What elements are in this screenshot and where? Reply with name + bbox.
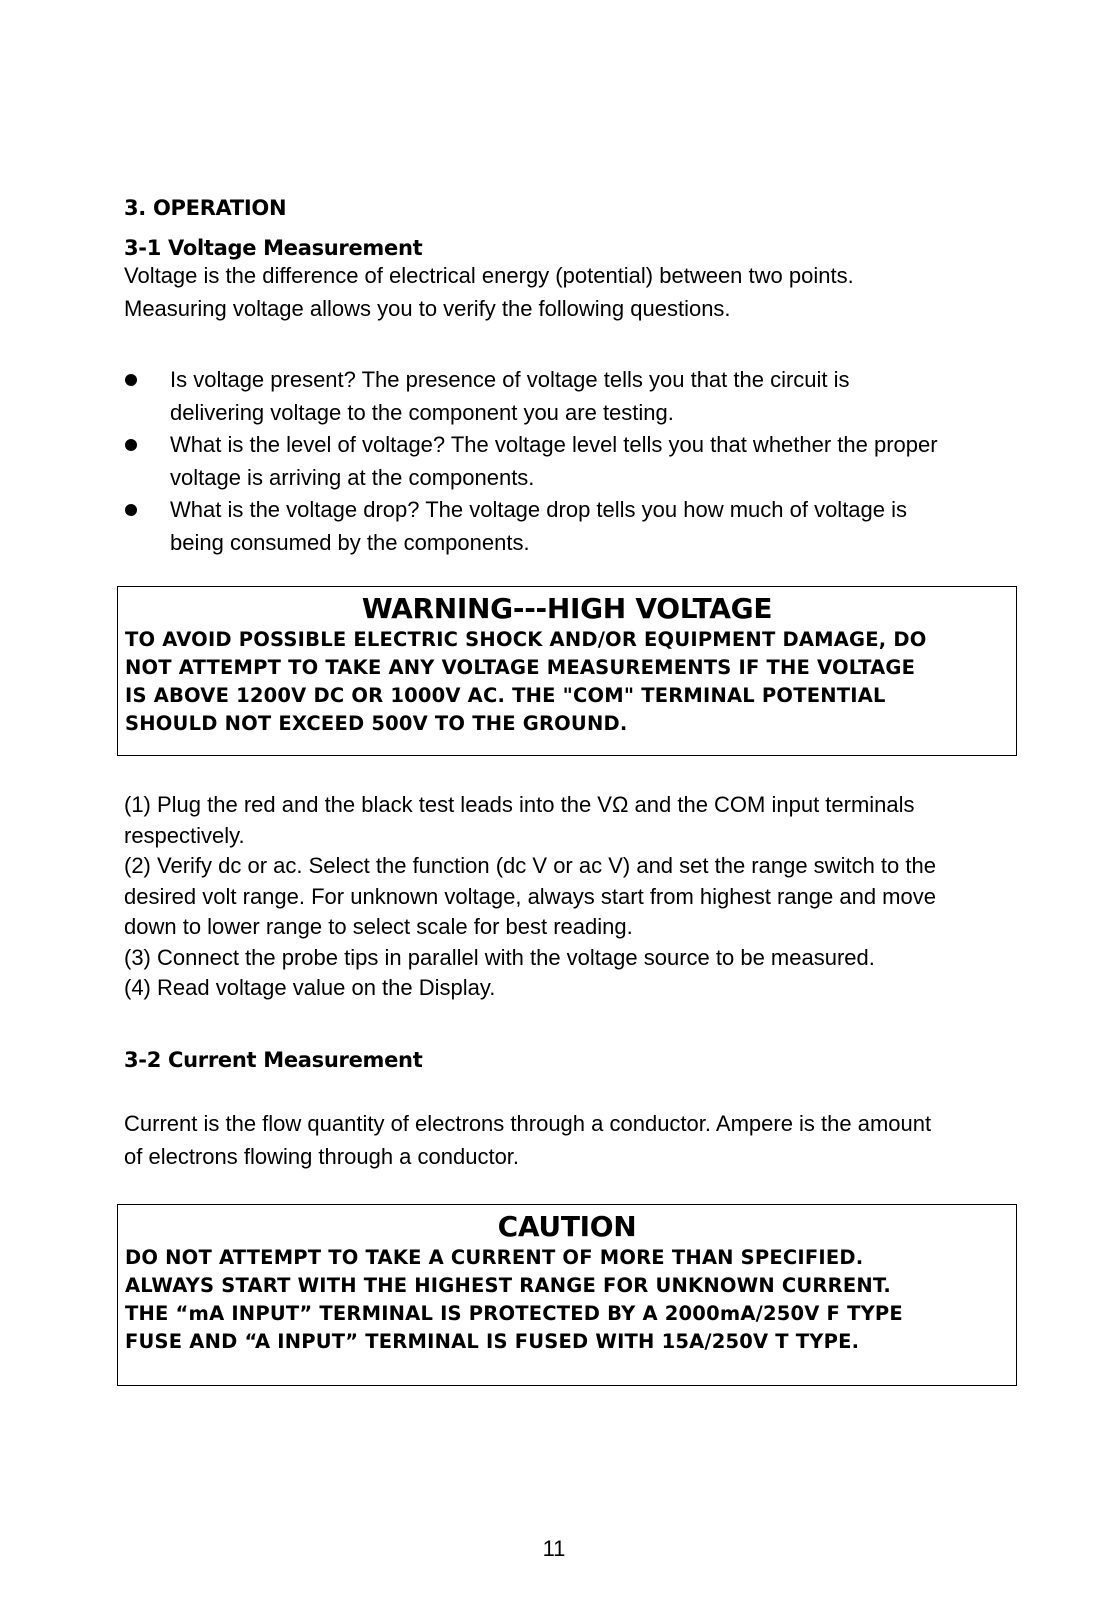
caution-line: FUSE AND “A INPUT” TERMINAL IS FUSED WITH 15A/250V T TYPE.: [125, 1330, 860, 1353]
list-item-line: What is the voltage drop? The voltage drop tells you how much of voltage is: [170, 497, 908, 522]
bullet-dot-icon: [125, 374, 137, 386]
warning-title: WARNING---HIGH VOLTAGE: [361, 592, 773, 625]
list-item-line: delivering voltage to the component you are testing.: [170, 399, 674, 425]
warning-line: SHOULD NOT EXCEED 500V TO THE GROUND.: [125, 712, 628, 735]
step-line: respectively.: [124, 822, 245, 848]
bullet-dot-icon: [125, 439, 137, 451]
caution-line: DO NOT ATTEMPT TO TAKE A CURRENT OF MORE THAN SPECIFIED.: [125, 1246, 864, 1269]
voltage-intro-line: Voltage is the difference of electrical energy (potential) between two points.: [124, 263, 854, 288]
voltage-intro-line: Measuring voltage allows you to verify the following questions.: [124, 295, 731, 321]
list-item-line: What is the level of voltage? The voltage level tells you that whether the proper: [170, 432, 938, 457]
page-number: 11: [542, 1536, 566, 1561]
list-item: [124, 364, 1024, 429]
voltage-intro: [124, 260, 1024, 325]
warning-line: TO AVOID POSSIBLE ELECTRIC SHOCK AND/OR EQUIPMENT DAMAGE, DO: [125, 628, 927, 651]
voltage-measurement-heading: 3-1 Voltage Measurement: [124, 236, 423, 260]
warning-box: [117, 586, 1017, 756]
list-item: [124, 494, 1024, 559]
warning-text: [118, 626, 1016, 738]
step-line: (4) Read voltage value on the Display.: [124, 975, 496, 1000]
step-line: (1) Plug the red and the black test leads into the VΩ and the COM input terminals: [124, 792, 915, 817]
section-title: 3. OPERATION: [124, 196, 287, 220]
warning-line: IS ABOVE 1200V DC OR 1000V AC. THE "COM" TERMINAL POTENTIAL: [125, 684, 886, 707]
current-intro-line: Current is the flow quantity of electrons through a conductor. Ampere is the amount: [124, 1111, 932, 1136]
list-item-line: being consumed by the components.: [170, 529, 530, 555]
list-item-line: Is voltage present? The presence of voltage tells you that the circuit is: [170, 367, 850, 392]
step-line: (2) Verify dc or ac. Select the function (dc V or ac V) and set the range switch to the: [124, 853, 936, 878]
voltage-questions-list: [124, 364, 1024, 559]
step-line: down to lower range to select scale for best reading.: [124, 914, 633, 939]
current-intro: [124, 1108, 1024, 1173]
caution-text: [118, 1244, 1016, 1356]
caution-box: [117, 1204, 1017, 1386]
list-item: [124, 429, 1024, 494]
caution-title: CAUTION: [497, 1210, 637, 1243]
caution-line: THE “mA INPUT” TERMINAL IS PROTECTED BY A 2000mA/250V F TYPE: [125, 1302, 903, 1325]
warning-line: NOT ATTEMPT TO TAKE ANY VOLTAGE MEASUREMENTS IF THE VOLTAGE: [125, 656, 916, 679]
caution-line: ALWAYS START WITH THE HIGHEST RANGE FOR UNKNOWN CURRENT.: [125, 1274, 892, 1297]
current-measurement-heading: 3-2 Current Measurement: [124, 1048, 423, 1072]
step-line: (3) Connect the probe tips in parallel with the voltage source to be measured.: [124, 944, 875, 970]
list-item-line: voltage is arriving at the components.: [170, 464, 535, 490]
bullet-dot-icon: [125, 504, 137, 516]
voltage-steps: [124, 790, 1024, 1004]
current-intro-line: of electrons flowing through a conductor.: [124, 1143, 520, 1169]
step-line: desired volt range. For unknown voltage, always start from highest range and move: [124, 883, 936, 909]
